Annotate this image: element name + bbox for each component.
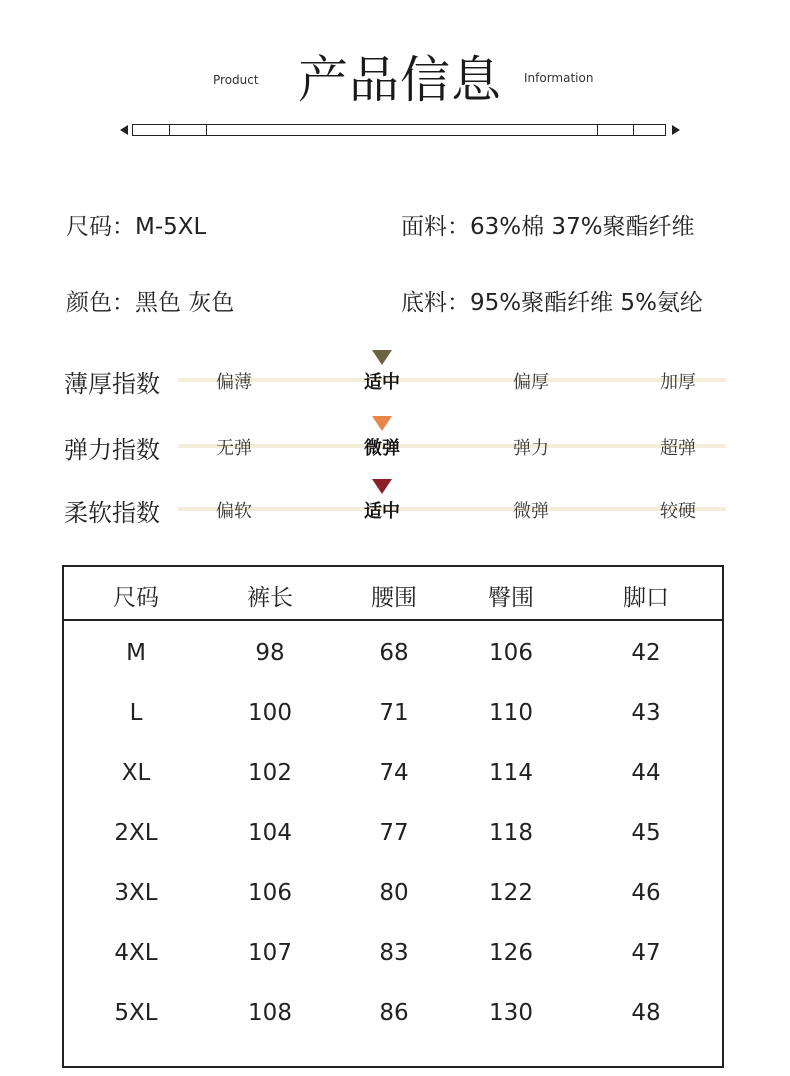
table-cell: 42 xyxy=(631,640,661,666)
index-track-line xyxy=(178,507,726,511)
divider-tick xyxy=(169,125,170,135)
index-option: 弹力 xyxy=(513,438,549,459)
index-label: 柔软指数 xyxy=(64,499,160,527)
index-marker-icon xyxy=(372,479,392,494)
table-cell: M xyxy=(126,640,146,666)
index-option: 无弹 xyxy=(216,438,252,459)
index-marker-icon xyxy=(372,350,392,365)
left-arrow-icon xyxy=(120,125,128,135)
index-option: 偏薄 xyxy=(216,372,252,393)
index-option: 较硬 xyxy=(660,501,696,522)
table-cell: 130 xyxy=(489,1000,533,1026)
index-marker-icon xyxy=(372,416,392,431)
table-header-divider xyxy=(64,619,722,621)
table-cell: XL xyxy=(121,760,151,786)
table-cell: 108 xyxy=(248,1000,292,1026)
index-option: 微弹 xyxy=(364,438,400,459)
table-cell: L xyxy=(129,700,143,726)
table-cell: 118 xyxy=(489,820,533,846)
index-label: 薄厚指数 xyxy=(64,370,160,398)
right-arrow-icon xyxy=(672,125,680,135)
decorative-divider-bar xyxy=(132,124,666,136)
table-cell: 80 xyxy=(379,880,409,906)
table-cell: 104 xyxy=(248,820,292,846)
table-header-cell: 尺码 xyxy=(113,585,159,611)
table-cell: 106 xyxy=(248,880,292,906)
table-cell: 43 xyxy=(631,700,661,726)
table-header-cell: 臀围 xyxy=(488,585,534,611)
info-fabric: 面料：63%棉 37%聚酯纤维 xyxy=(401,214,695,240)
table-cell: 122 xyxy=(489,880,533,906)
table-cell: 77 xyxy=(379,820,409,846)
table-cell: 102 xyxy=(248,760,292,786)
table-cell: 47 xyxy=(631,940,661,966)
table-cell: 4XL xyxy=(114,940,158,966)
table-header-cell: 腰围 xyxy=(371,585,417,611)
index-option: 适中 xyxy=(364,501,400,522)
index-label: 弹力指数 xyxy=(64,436,160,464)
table-cell: 68 xyxy=(379,640,409,666)
divider-tick xyxy=(597,125,598,135)
table-header-cell: 脚口 xyxy=(623,585,669,611)
index-option: 偏厚 xyxy=(513,372,549,393)
divider-tick xyxy=(633,125,634,135)
table-cell: 74 xyxy=(379,760,409,786)
table-cell: 2XL xyxy=(114,820,158,846)
table-cell: 98 xyxy=(255,640,285,666)
table-cell: 100 xyxy=(248,700,292,726)
info-color: 颜色：黑色 灰色 xyxy=(66,290,235,316)
divider-tick xyxy=(206,125,207,135)
index-option: 加厚 xyxy=(660,372,696,393)
table-cell: 3XL xyxy=(114,880,158,906)
table-cell: 5XL xyxy=(114,1000,158,1026)
table-cell: 48 xyxy=(631,1000,661,1026)
index-option: 超弹 xyxy=(660,438,696,459)
table-cell: 44 xyxy=(631,760,661,786)
table-cell: 45 xyxy=(631,820,661,846)
index-option: 偏软 xyxy=(216,501,252,522)
header-subtitle-product: Product xyxy=(213,73,259,87)
table-cell: 46 xyxy=(631,880,661,906)
table-cell: 71 xyxy=(379,700,409,726)
index-track-line xyxy=(178,378,726,382)
header-subtitle-information: Information xyxy=(524,71,594,85)
table-cell: 107 xyxy=(248,940,292,966)
index-option: 微弹 xyxy=(513,501,549,522)
table-cell: 106 xyxy=(489,640,533,666)
info-lining: 底料：95%聚酯纤维 5%氨纶 xyxy=(401,290,703,316)
table-cell: 126 xyxy=(489,940,533,966)
table-cell: 86 xyxy=(379,1000,409,1026)
table-cell: 83 xyxy=(379,940,409,966)
info-size: 尺码：M-5XL xyxy=(66,214,207,240)
index-option: 适中 xyxy=(364,372,400,393)
index-track-line xyxy=(178,444,726,448)
table-cell: 114 xyxy=(489,760,533,786)
table-header-cell: 裤长 xyxy=(247,585,293,611)
page-title: 产品信息 xyxy=(298,51,502,109)
size-table xyxy=(62,565,724,1068)
table-cell: 110 xyxy=(489,700,533,726)
